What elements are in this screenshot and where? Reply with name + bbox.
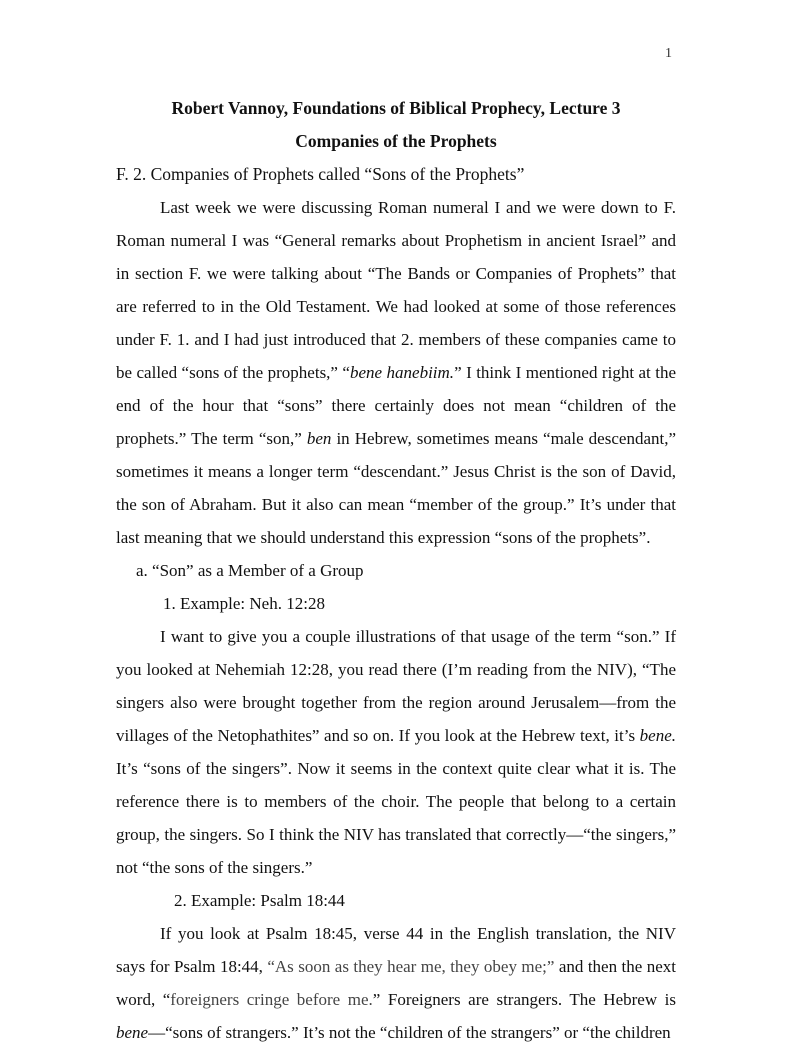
subheading-example-1: 1. Example: Neh. 12:28: [163, 594, 325, 613]
paragraph-2-text-2: It’s “sons of the singers”. Now it seems in the context quite clear what it is. The reference there is to members of the choir. The people that belong to a certain group, the singers. So I think the NIV has translated that correctly—“the singers,” not “the sons of the singers.”: [116, 759, 676, 877]
hebrew-term-bene-hanebiim: bene hanebiim.: [349, 363, 455, 382]
subheading-a: a. “Son” as a Member of a Group: [136, 561, 364, 580]
paragraph-3-text-2: and then the next word, “: [116, 957, 676, 1009]
paragraph-3-text-3: ” Foreigners are strangers. The Hebrew is: [372, 990, 676, 1009]
hebrew-term-bene-2: bene: [116, 1023, 149, 1042]
section-heading-f2: F. 2. Companies of Prophets called “Sons of the Prophets”: [116, 164, 525, 184]
psalm-quote-1: “As soon as they hear me, they obey me;”: [267, 957, 555, 976]
hebrew-term-ben: ben: [306, 429, 332, 448]
paragraph-2: [116, 620, 676, 884]
paragraph-3: [116, 917, 676, 1049]
lecture-title: Robert Vannoy, Foundations of Biblical Prophecy, Lecture 3: [171, 98, 621, 118]
paragraph-3-text-1: If you look at Psalm 18:45, verse 44 in the English translation, the NIV says for Psalm 18:44,: [116, 924, 676, 976]
psalm-quote-2: foreigners cringe before me.: [170, 990, 373, 1009]
paragraph-1-text-3: in Hebrew, sometimes means “male descendant,” sometimes it means a longer term “descendant.” Jesus Christ is the son of David, the son of Abraham. But it also can mean “member of the group.” It’s under that last meaning that we should understand this expression “sons of the prophets”.: [116, 429, 677, 547]
paragraph-1: [116, 191, 676, 554]
paragraph-3-text-4: —“sons of strangers.” It’s not the “children of the strangers” or “the children: [148, 1023, 671, 1042]
paragraph-2-text-1: I want to give you a couple illustrations of that usage of the term “son.” If you looked at Nehemiah 12:28, you read there (I’m reading from the NIV), “The singers also were brought together from the region around Jerusalem—from the villages of the Netophathites” and so on. If you look at the Hebrew text, it’s: [116, 627, 676, 745]
document-body: [116, 92, 676, 1049]
paragraph-1-text-1: Last week we were discussing Roman numeral I and we were down to F. Roman numeral I was “General remarks about Prophetism in ancient Israel” and in section F. we were talking about “The Bands or Companies of Prophets” that are referred to in the Old Testament. We had looked at some of those references under F. 1. and I had just introduced that 2. members of these companies came to be called “sons of the prophets,” “: [116, 198, 676, 382]
page-number: 1: [665, 46, 672, 61]
hebrew-term-bene: bene.: [639, 726, 676, 745]
paragraph-1-text-2: ” I think I mentioned right at the end of the hour that “sons” there certainly does not mean “children of the prophets.” The term “son,”: [116, 363, 677, 448]
lecture-subtitle: Companies of the Prophets: [295, 131, 497, 151]
subheading-example-2: 2. Example: Psalm 18:44: [174, 891, 345, 910]
